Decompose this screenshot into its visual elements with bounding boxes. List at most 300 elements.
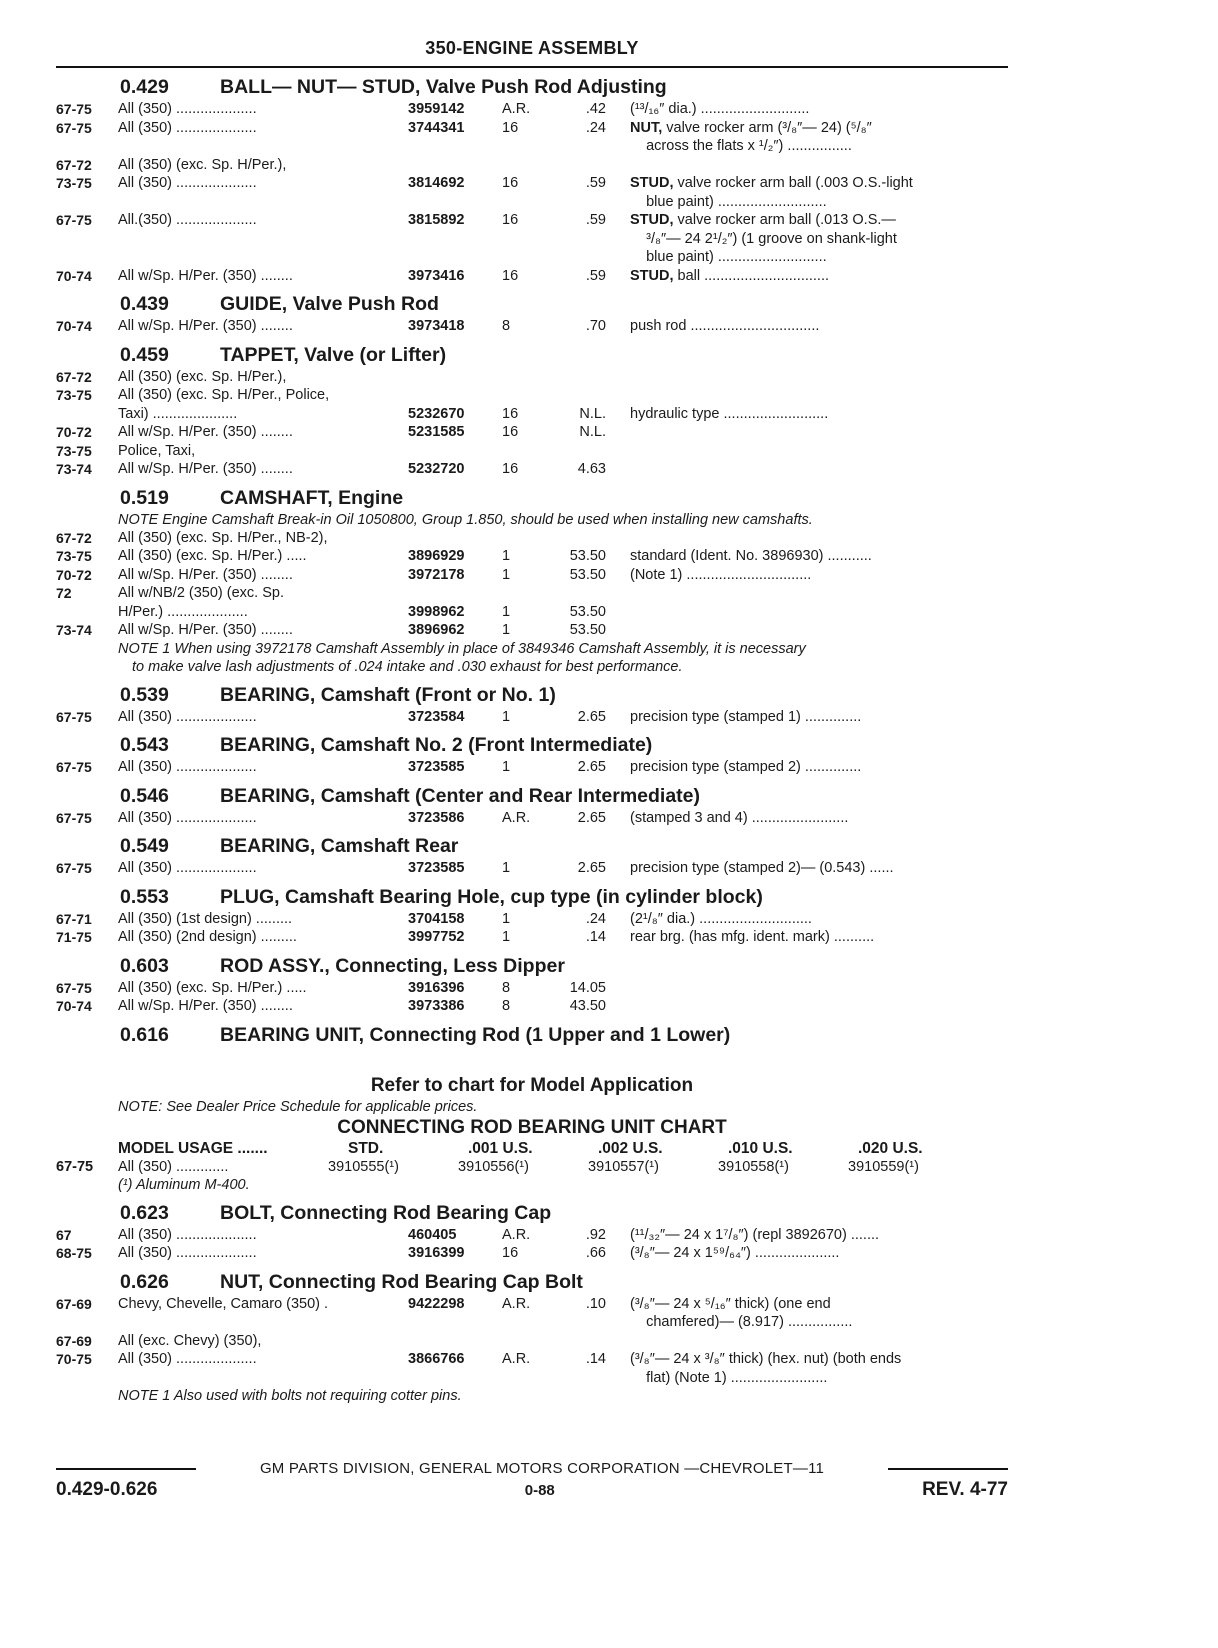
- application: [118, 1369, 408, 1388]
- part-number: 3896929: [408, 548, 465, 564]
- part-number: 3972178: [408, 566, 465, 583]
- application: All (350) (1st design) .........: [118, 910, 293, 927]
- model-years: 67-75: [56, 860, 92, 876]
- section-heading: [56, 1269, 1008, 1295]
- part-row: [56, 405, 1008, 424]
- part-row: [56, 386, 1008, 405]
- description-text: rear brg. (has mfg. ident. mark) ..........: [630, 929, 875, 945]
- description-text: blue paint) ...........................: [630, 249, 827, 265]
- description: [610, 1244, 1008, 1263]
- chart-title: CONNECTING ROD BEARING UNIT CHART: [337, 1116, 727, 1138]
- model-years: 67-75: [56, 212, 92, 228]
- price: [562, 156, 610, 175]
- application: [118, 193, 408, 212]
- chart-header: .001 U.S.: [468, 1139, 533, 1157]
- application: All.(350) ....................: [118, 212, 257, 228]
- description: [610, 547, 1008, 566]
- description-text: blue paint) ...........................: [630, 193, 827, 210]
- quantity: [502, 368, 562, 387]
- model-years: [56, 1369, 118, 1388]
- part-row: [56, 460, 1008, 479]
- price: 4.63: [577, 461, 606, 477]
- model-years: 67-69: [56, 1295, 92, 1312]
- part-row: [56, 1369, 1008, 1388]
- model-years: 67-72: [56, 156, 92, 173]
- section-number: 0.623: [120, 1201, 169, 1224]
- model-years: 73-75: [56, 442, 92, 459]
- description: [610, 910, 1008, 929]
- quantity: 16: [502, 424, 519, 440]
- part-number: [408, 386, 502, 405]
- part-number: [408, 529, 502, 548]
- application: All (350) (exc. Sp. H/Per., Police,: [118, 387, 330, 403]
- section-title: BEARING UNIT, Connecting Rod (1 Upper and 1 Lower): [220, 1023, 731, 1046]
- price: .66: [585, 1245, 606, 1261]
- price: 43.50: [569, 998, 606, 1014]
- catalog-section: [56, 1269, 1008, 1406]
- price: 2.65: [577, 708, 606, 725]
- price: 53.50: [569, 566, 606, 583]
- application: [118, 248, 408, 267]
- catalog-page: [56, 38, 1008, 1405]
- catalog-section: [56, 884, 1008, 947]
- application: All (350) (2nd design) .........: [118, 929, 297, 945]
- part-row: [56, 809, 1008, 828]
- model-years: 70-72: [56, 424, 92, 440]
- application: All (350) ....................: [118, 708, 257, 725]
- description: [610, 621, 1008, 640]
- model-years: 73-75: [56, 387, 92, 403]
- application: [118, 230, 408, 249]
- section-heading: [56, 833, 1008, 859]
- price: [562, 193, 610, 212]
- part-row: [56, 442, 1008, 461]
- model-years: 73-75: [56, 548, 92, 564]
- part-row: [56, 997, 1008, 1016]
- price: 53.50: [569, 548, 606, 564]
- catalog-section: [56, 732, 1008, 777]
- description-text: valve rocker arm ball (.003 O.S.-light: [673, 175, 913, 191]
- part-row: [56, 423, 1008, 442]
- part-row: [56, 100, 1008, 119]
- description: [610, 423, 1008, 442]
- description-text: (2¹/₈″ dia.) ............................: [630, 910, 812, 927]
- application: All w/Sp. H/Per. (350) ........: [118, 267, 293, 284]
- part-number: [408, 193, 502, 212]
- section-number: 0.616: [120, 1023, 169, 1046]
- part-row: [56, 174, 1008, 193]
- catalog-section: [56, 682, 1008, 727]
- quantity: 16: [502, 119, 519, 136]
- description: [610, 174, 1008, 193]
- description-text: (stamped 3 and 4) ........................: [630, 809, 849, 826]
- header-rule: [56, 66, 1008, 68]
- quantity: [502, 1313, 562, 1332]
- footer-range: 0.429-0.626: [56, 1479, 158, 1500]
- application: All (350) (exc. Sp. H/Per., NB-2),: [118, 529, 328, 546]
- price: .92: [585, 1226, 606, 1243]
- description-text: ³/₈″— 24 2¹/₂″) (1 groove on shank-light: [630, 230, 897, 247]
- description: [610, 708, 1008, 727]
- price: [562, 137, 610, 156]
- description-text: valve rocker arm ball (.013 O.S.—: [673, 212, 896, 228]
- description: [610, 997, 1008, 1016]
- description: [610, 566, 1008, 585]
- quantity: A.R.: [502, 1226, 531, 1243]
- description-text: precision type (stamped 2)— (0.543) ......: [630, 860, 894, 876]
- price: [562, 1369, 610, 1388]
- quantity: 16: [502, 175, 519, 191]
- application: All w/NB/2 (350) (exc. Sp.: [118, 585, 284, 601]
- section-number: 0.519: [120, 486, 169, 509]
- model-years: 67-75: [56, 809, 92, 826]
- model-years: 67: [56, 1226, 72, 1243]
- footer-page-number: 0-88: [524, 1482, 555, 1499]
- quantity: 1: [502, 759, 511, 775]
- description: [610, 1313, 1008, 1332]
- bearing-chart: [56, 1140, 1008, 1176]
- quantity: 16: [502, 461, 519, 477]
- description: [610, 230, 1008, 249]
- quantity: 1: [502, 860, 511, 876]
- description-text: ball ...............................: [673, 267, 830, 284]
- description: [610, 979, 1008, 998]
- catalog-section: [56, 783, 1008, 828]
- section-heading: [56, 1022, 1008, 1048]
- description: [610, 368, 1008, 387]
- application: All w/Sp. H/Per. (350) ........: [118, 461, 293, 477]
- chart-note: NOTE: See Dealer Price Schedule for applicable prices.: [118, 1098, 478, 1115]
- part-row: [56, 584, 1008, 603]
- price: [562, 230, 610, 249]
- part-number: 3973386: [408, 998, 465, 1014]
- part-row: [56, 317, 1008, 336]
- part-number: 3997752: [408, 929, 465, 945]
- description: [610, 267, 1008, 286]
- price: N.L.: [579, 405, 606, 422]
- chart-header: .002 U.S.: [598, 1139, 663, 1157]
- chart-refer: Refer to chart for Model Application: [370, 1074, 694, 1096]
- section-number: 0.549: [120, 835, 169, 857]
- price: 14.05: [569, 979, 606, 996]
- model-years: 67-72: [56, 368, 92, 385]
- section-heading: [56, 291, 1008, 317]
- sections-list-2: [56, 1200, 1008, 1406]
- part-number: 3815892: [408, 212, 465, 228]
- application: All (350) ....................: [118, 175, 257, 191]
- chart-cell: 3910557(¹): [588, 1158, 659, 1175]
- part-row: [56, 119, 1008, 138]
- chart-footnote: (¹) Aluminum M-400.: [118, 1176, 250, 1193]
- application: All w/Sp. H/Per. (350) ........: [118, 318, 293, 334]
- quantity: [502, 386, 562, 405]
- application: All (350) (exc. Sp. H/Per.) .....: [118, 548, 307, 564]
- section-title: NUT, Connecting Rod Bearing Cap Bolt: [220, 1270, 583, 1293]
- model-years: 70-75: [56, 1351, 92, 1367]
- part-number: 3973418: [408, 318, 465, 334]
- page-title: 350-ENGINE ASSEMBLY: [425, 38, 639, 58]
- application: All w/Sp. H/Per. (350) ........: [118, 998, 293, 1014]
- part-number: [408, 230, 502, 249]
- price: 2.65: [577, 809, 606, 826]
- application: Taxi) .....................: [118, 405, 238, 422]
- application: All (350) (exc. Sp. H/Per.) .....: [118, 979, 307, 996]
- model-years: 71-75: [56, 929, 92, 945]
- quantity: 8: [502, 998, 511, 1014]
- part-number: [408, 1332, 502, 1351]
- part-row: [56, 708, 1008, 727]
- catalog-section: [56, 1022, 1008, 1048]
- section-number: 0.459: [120, 343, 169, 366]
- part-number: 3916399: [408, 1245, 465, 1261]
- application: H/Per.) ....................: [118, 603, 248, 620]
- quantity: 1: [502, 929, 511, 945]
- model-years: 67-71: [56, 910, 92, 927]
- description-text: across the flats x ¹/₂″) ................: [630, 138, 852, 154]
- part-number: 5231585: [408, 424, 465, 440]
- description: [610, 1295, 1008, 1314]
- section-title: ROD ASSY., Connecting, Less Dipper: [220, 954, 565, 977]
- description: [610, 1350, 1008, 1369]
- price: [562, 1313, 610, 1332]
- model-years: 73-74: [56, 622, 92, 638]
- price: 2.65: [577, 860, 606, 876]
- catalog-section: [56, 1200, 1008, 1263]
- price: N.L.: [579, 424, 606, 440]
- section-number: 0.543: [120, 734, 169, 756]
- chart-cell: 3910559(¹): [848, 1158, 919, 1175]
- part-number: 3896962: [408, 622, 465, 638]
- section-number: 0.539: [120, 683, 169, 706]
- model-years: 70-74: [56, 267, 92, 284]
- chart-cell: 3910556(¹): [458, 1158, 529, 1175]
- chart-header: .010 U.S.: [728, 1139, 793, 1157]
- chart-row-usage: All (350) .............: [118, 1158, 229, 1175]
- part-number: 3916396: [408, 979, 465, 996]
- section-title: GUIDE, Valve Push Rod: [220, 293, 439, 315]
- description: [610, 809, 1008, 828]
- section-heading: [56, 884, 1008, 910]
- part-number: 3959142: [408, 101, 465, 117]
- description-text: chamfered)— (8.917) ................: [630, 1314, 853, 1330]
- description: [610, 859, 1008, 878]
- application: All (exc. Chevy) (350),: [118, 1332, 262, 1349]
- part-row: [56, 621, 1008, 640]
- section-title: PLUG, Camshaft Bearing Hole, cup type (in cylinder block): [220, 885, 763, 908]
- description: [610, 928, 1008, 947]
- chart-row-year: 67-75: [56, 1158, 94, 1175]
- model-years: 70-74: [56, 998, 92, 1014]
- part-number: [408, 368, 502, 387]
- chart-header: MODEL USAGE .......: [118, 1139, 268, 1157]
- quantity: A.R.: [502, 1295, 531, 1312]
- part-number: [408, 584, 502, 603]
- part-row: [56, 1226, 1008, 1245]
- quantity: [502, 442, 562, 461]
- part-row: [56, 547, 1008, 566]
- application: All w/Sp. H/Per. (350) ........: [118, 424, 293, 440]
- price: .59: [585, 267, 606, 284]
- catalog-section: [56, 953, 1008, 1016]
- section-number: 0.553: [120, 885, 169, 908]
- description: [610, 193, 1008, 212]
- description-keyword: NUT,: [630, 119, 663, 136]
- description: [610, 137, 1008, 156]
- description: [610, 603, 1008, 622]
- description-text: (¹¹/₃₂″— 24 x 1⁷/₈″) (repl 3892670) .......: [630, 1226, 880, 1243]
- application: All (350) ....................: [118, 119, 257, 136]
- application: All (350) ....................: [118, 1245, 257, 1261]
- price: .59: [585, 212, 606, 228]
- description: [610, 1332, 1008, 1351]
- description-text: (³/₈″— 24 x ³/₈″ thick) (hex. nut) (both ends: [630, 1351, 902, 1367]
- section-title: BEARING, Camshaft Rear: [220, 835, 459, 857]
- part-row: [56, 248, 1008, 267]
- price: .24: [585, 119, 606, 136]
- part-number: 3723586: [408, 809, 465, 826]
- application: All w/Sp. H/Per. (350) ........: [118, 566, 293, 583]
- application: All (350) ....................: [118, 101, 257, 117]
- part-row: [56, 156, 1008, 175]
- part-row: [56, 758, 1008, 777]
- section-number: 0.603: [120, 954, 169, 977]
- part-row: [56, 859, 1008, 878]
- description-text: hydraulic type ..........................: [630, 405, 829, 422]
- description-text: standard (Ident. No. 3896930) ...........: [630, 548, 872, 564]
- description-text: valve rocker arm (³/₈″— 24) (⁵/₈″: [662, 119, 872, 136]
- model-years: [56, 193, 118, 212]
- part-row: [56, 910, 1008, 929]
- section-heading: [56, 74, 1008, 100]
- section-number: 0.429: [120, 76, 169, 98]
- quantity: [502, 156, 562, 175]
- section-note: NOTE 1 When using 3972178 Camshaft Assembly in place of 3849346 Camshaft Assembly, it is necessary: [118, 640, 806, 657]
- part-row: [56, 1295, 1008, 1314]
- model-years: 72: [56, 585, 72, 601]
- footer-rule-right: [888, 1468, 1008, 1470]
- model-years: 67-75: [56, 759, 92, 775]
- quantity: [502, 230, 562, 249]
- model-years: 67-75: [56, 979, 92, 996]
- price: .14: [585, 1351, 606, 1367]
- price: [562, 584, 610, 603]
- part-number: 3723585: [408, 860, 465, 876]
- section-note: NOTE Engine Camshaft Break-in Oil 1050800, Group 1.850, should be used when installing new camshafts.: [118, 511, 813, 528]
- model-years: [56, 230, 118, 249]
- quantity: 8: [502, 318, 511, 334]
- catalog-section: [56, 291, 1008, 336]
- footer-revision: REV. 4-77: [922, 1479, 1008, 1500]
- chart-cell: 3910558(¹): [718, 1158, 789, 1175]
- part-row: [56, 529, 1008, 548]
- description-text: push rod ................................: [630, 318, 820, 334]
- part-number: [408, 248, 502, 267]
- section-number: 0.626: [120, 1270, 169, 1293]
- quantity: [502, 137, 562, 156]
- price: .70: [585, 318, 606, 334]
- price: [562, 529, 610, 548]
- part-number: [408, 1369, 502, 1388]
- section-title: BEARING, Camshaft (Front or No. 1): [220, 683, 556, 706]
- model-years: [56, 137, 118, 156]
- description: [610, 405, 1008, 424]
- model-years: 67-75: [56, 119, 92, 136]
- description: [610, 248, 1008, 267]
- model-years: 67-75: [56, 708, 92, 725]
- part-number: 3814692: [408, 175, 465, 191]
- model-years: [56, 1313, 118, 1332]
- quantity: 1: [502, 708, 511, 725]
- sections-list: [56, 74, 1008, 1048]
- quantity: 1: [502, 910, 511, 927]
- description: [610, 529, 1008, 548]
- part-row: [56, 267, 1008, 286]
- section-number: 0.546: [120, 784, 169, 807]
- part-number: 5232720: [408, 461, 465, 477]
- catalog-section: [56, 74, 1008, 285]
- quantity: [502, 584, 562, 603]
- description-text: (³/₈″— 24 x ⁵/₁₆″ thick) (one end: [630, 1295, 831, 1312]
- quantity: [502, 529, 562, 548]
- description-text: (³/₈″— 24 x 1⁵⁹/₆₄″) .....................: [630, 1245, 840, 1261]
- description: [610, 211, 1008, 230]
- price: .10: [585, 1295, 606, 1312]
- chart-header: .020 U.S.: [858, 1139, 923, 1157]
- application: All (350) ....................: [118, 1351, 257, 1367]
- description: [610, 156, 1008, 175]
- description: [610, 442, 1008, 461]
- description: [610, 758, 1008, 777]
- price: 2.65: [577, 759, 606, 775]
- part-number: 5232670: [408, 405, 465, 422]
- chart-header: STD.: [348, 1139, 384, 1157]
- quantity: 1: [502, 603, 511, 620]
- price: .14: [585, 929, 606, 945]
- section-heading: [56, 783, 1008, 809]
- part-number: [408, 1313, 502, 1332]
- quantity: [502, 1369, 562, 1388]
- part-row: [56, 1313, 1008, 1332]
- quantity: [502, 193, 562, 212]
- model-years: 73-75: [56, 175, 92, 191]
- price: .42: [585, 101, 606, 117]
- price: 53.50: [569, 622, 606, 638]
- part-row: [56, 566, 1008, 585]
- part-row: [56, 603, 1008, 622]
- model-years: [56, 248, 118, 267]
- model-years: 68-75: [56, 1245, 92, 1261]
- part-row: [56, 193, 1008, 212]
- part-row: [56, 211, 1008, 230]
- model-years: [56, 405, 118, 424]
- section-title: CAMSHAFT, Engine: [220, 486, 404, 509]
- quantity: 16: [502, 212, 519, 228]
- chart-cell: 3910555(¹): [328, 1158, 399, 1175]
- price: [562, 368, 610, 387]
- application: All (350) ....................: [118, 860, 257, 876]
- model-years: 70-72: [56, 566, 92, 583]
- application: All (350) (exc. Sp. H/Per.),: [118, 156, 287, 173]
- part-row: [56, 230, 1008, 249]
- part-row: [56, 1244, 1008, 1263]
- section-title: TAPPET, Valve (or Lifter): [220, 343, 447, 366]
- description-text: (Note 1) ...............................: [630, 566, 812, 583]
- model-years: [56, 603, 118, 622]
- application: All (350) ....................: [118, 809, 257, 826]
- section-title: BEARING, Camshaft (Center and Rear Intermediate): [220, 784, 701, 807]
- application: Police, Taxi,: [118, 442, 196, 459]
- price: 53.50: [569, 603, 606, 620]
